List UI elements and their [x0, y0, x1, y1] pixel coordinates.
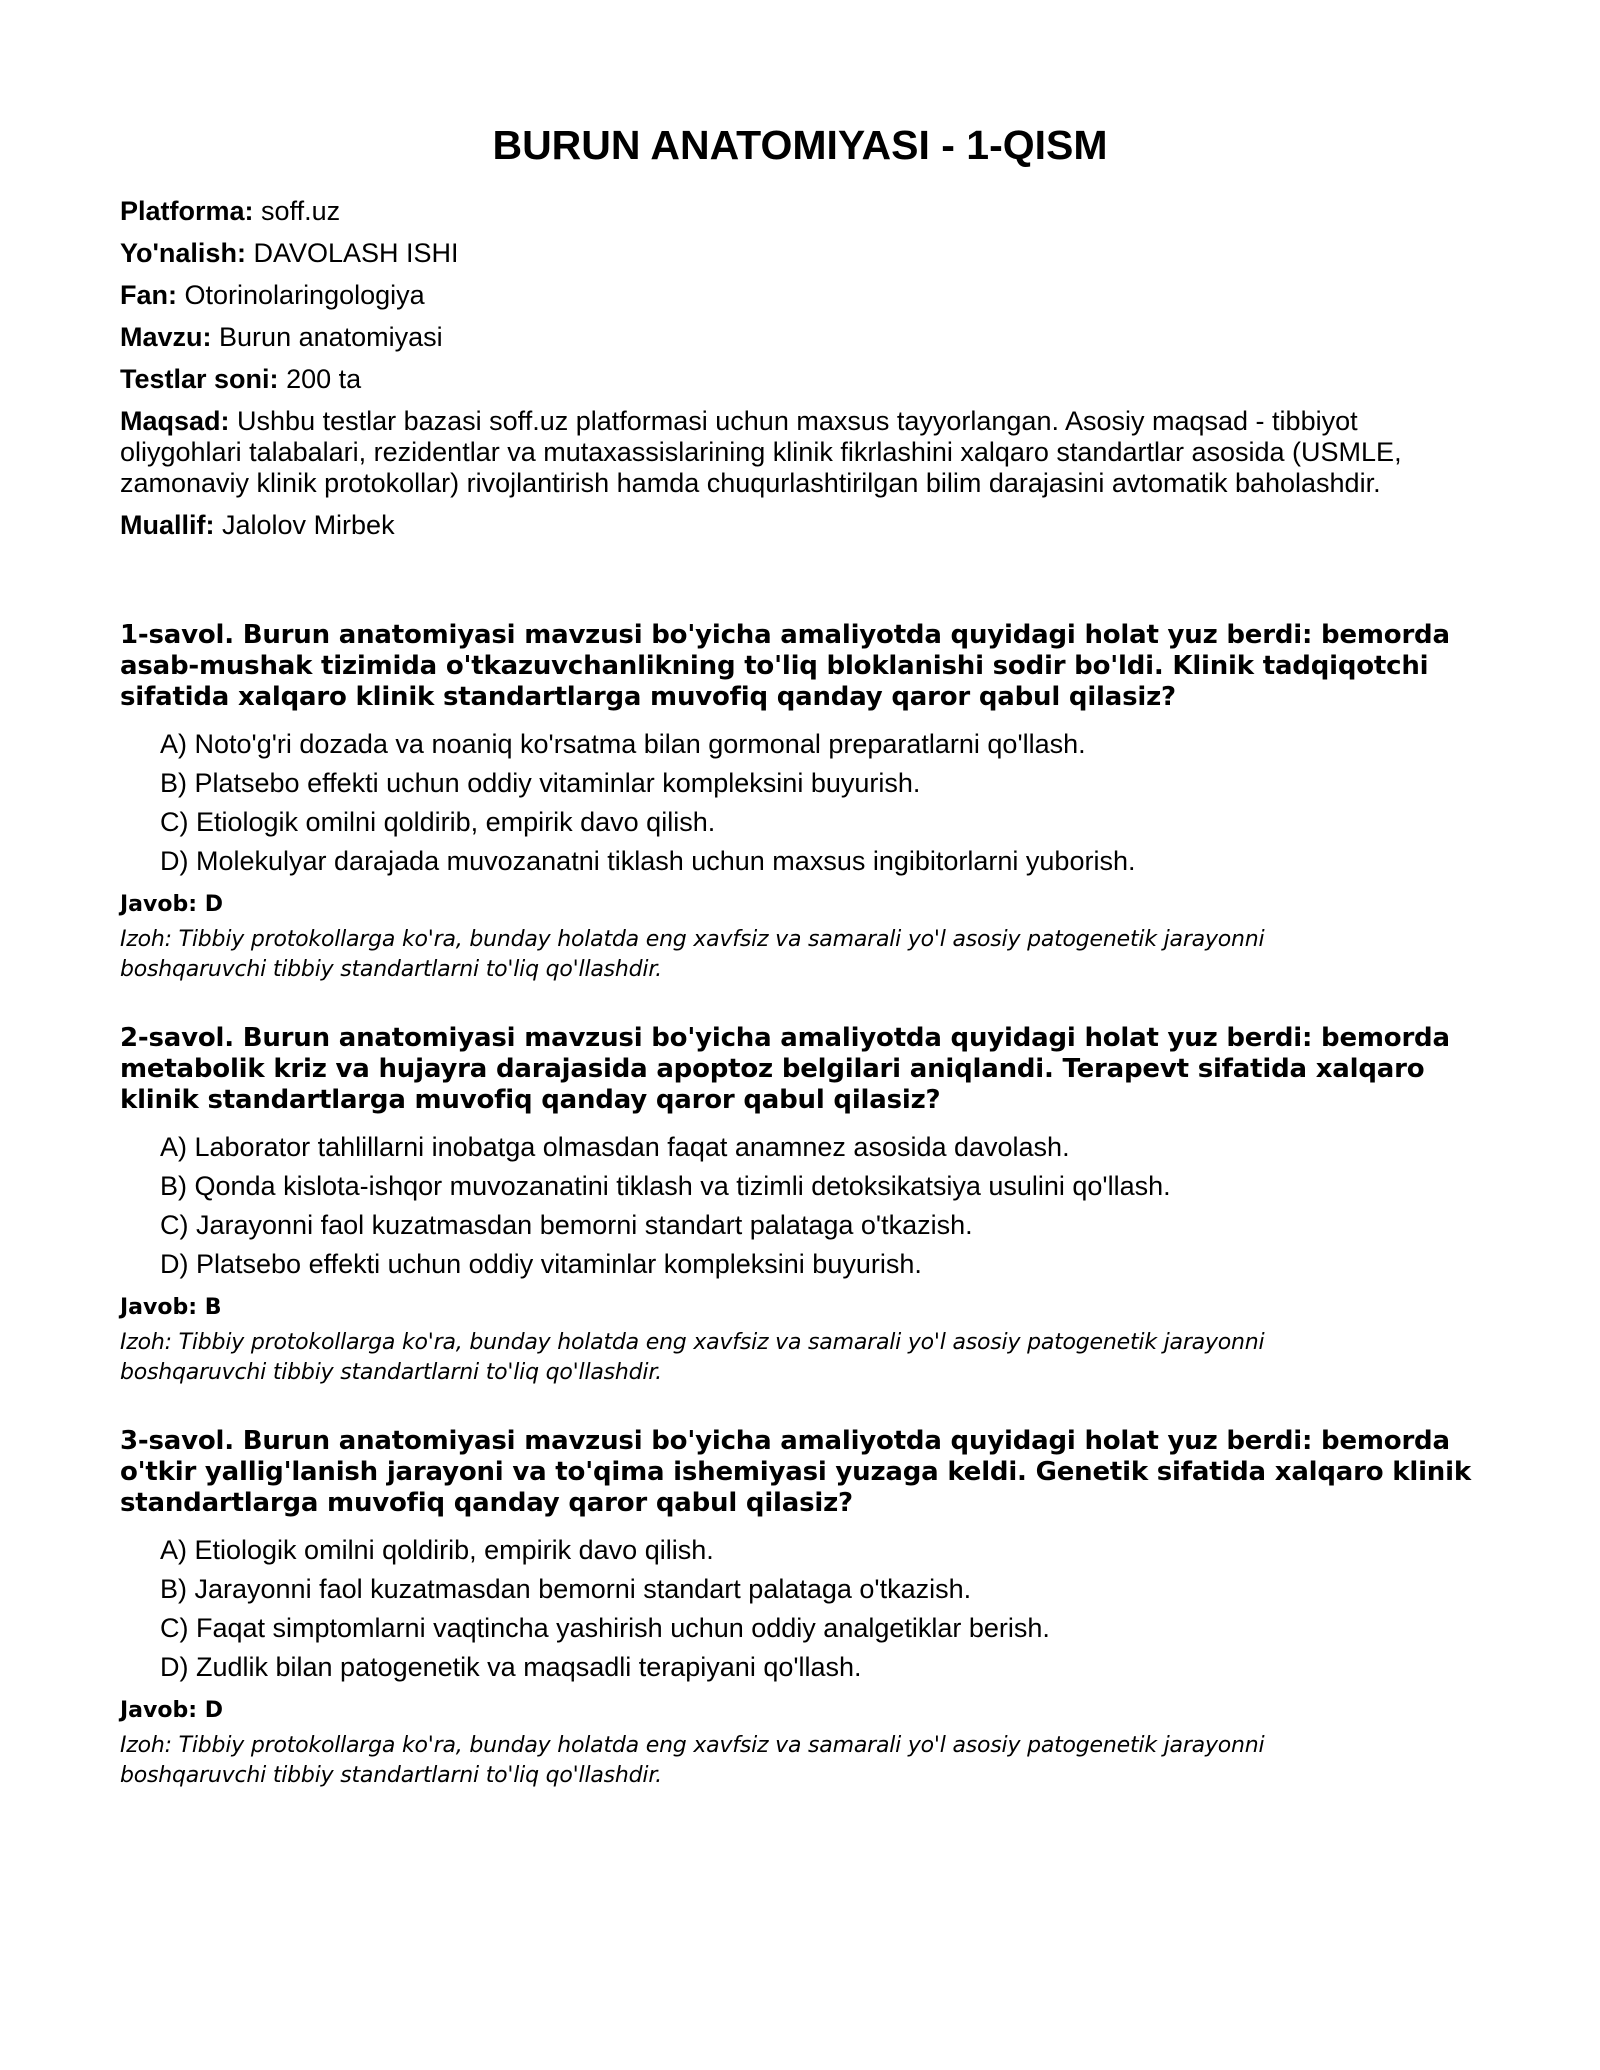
meta-label: Testlar soni: — [120, 364, 279, 394]
explanation-text: Izoh: Tibbiy protokollarga ko'ra, bunday holatda eng xavfsiz va samarali yo'l asosiy patogenetik jarayonni boshqaruvchi tibbiy standartlarni to'liq qo'llashdir. — [120, 1330, 1265, 1385]
answer-option: C) Etiologik omilni qoldirib, empirik davo qilish. — [160, 807, 716, 837]
explanation-text: Izoh: Tibbiy protokollarga ko'ra, bunday holatda eng xavfsiz va samarali yo'l asosiy patogenetik jarayonni boshqaruvchi tibbiy standartlarni to'liq qo'llashdir. — [120, 927, 1265, 982]
question-text: 2-savol. Burun anatomiyasi mavzusi bo'yicha amaliyotda quyidagi holat yuz berdi: bemorda metabolik kriz va hujayra darajasida apoptoz belgilari aniqlandi. Terapevt sifatida xalqaro klinik standartlarga muvofiq qanday qaror qabul qilasiz? — [120, 1023, 1450, 1115]
meta-topic — [120, 322, 1480, 353]
answer-option: B) Qonda kislota-ishqor muvozanatini tiklash va tizimli detoksikatsiya usulini qo'llash. — [160, 1171, 1171, 1201]
question-block — [120, 1023, 1480, 1388]
answer-option: C) Faqat simptomlarni vaqtincha yashirish uchun oddiy analgetiklar berish. — [160, 1613, 1050, 1643]
question-block — [120, 620, 1480, 985]
questions-list — [120, 620, 1480, 1791]
correct-answer: Javob: D — [120, 1698, 223, 1723]
answer-option: D) Platsebo effekti uchun oddiy vitaminlar kompleksini buyurish. — [160, 1249, 922, 1279]
answer-option: A) Noto'g'ri dozada va noaniq ko'rsatma bilan gormonal preparatlarni qo'llash. — [160, 729, 1086, 759]
meta-goal — [120, 406, 1460, 499]
correct-answer: Javob: D — [120, 892, 223, 917]
answer-option: D) Molekulyar darajada muvozanatni tiklash uchun maxsus ingibitorlarni yuborish. — [160, 846, 1136, 876]
answer-option: B) Jarayonni faol kuzatmasdan bemorni standart palataga o'tkazish. — [160, 1574, 972, 1604]
meta-test-count — [120, 364, 1480, 395]
meta-label: Mavzu: — [120, 322, 212, 352]
meta-value: DAVOLASH ISHI — [253, 238, 459, 268]
meta-value: soff.uz — [261, 196, 341, 226]
question-text: 3-savol. Burun anatomiyasi mavzusi bo'yicha amaliyotda quyidagi holat yuz berdi: bemorda o'tkir yallig'lanish jarayoni va to'qima ishemiyasi yuzaga keldi. Genetik sifatida xalqaro klinik standartlarga muvofiq qanday qaror qabul qilasiz? — [120, 1426, 1471, 1518]
document-page — [120, 120, 1480, 1829]
meta-value: Jalolov Mirbek — [222, 510, 395, 540]
meta-subject — [120, 280, 1480, 311]
meta-label: Platforma: — [120, 196, 254, 226]
answer-option: B) Platsebo effekti uchun oddiy vitaminlar kompleksini buyurish. — [160, 768, 921, 798]
meta-author — [120, 510, 1480, 541]
meta-label: Maqsad: — [120, 406, 230, 436]
answer-option: D) Zudlik bilan patogenetik va maqsadli terapiyani qo'llash. — [160, 1652, 862, 1682]
explanation-text: Izoh: Tibbiy protokollarga ko'ra, bunday holatda eng xavfsiz va samarali yo'l asosiy patogenetik jarayonni boshqaruvchi tibbiy standartlarni to'liq qo'llashdir. — [120, 1733, 1265, 1788]
answer-option: A) Etiologik omilni qoldirib, empirik davo qilish. — [160, 1535, 714, 1565]
meta-label: Fan: — [120, 280, 177, 310]
meta-value: Otorinolaringologiya — [184, 280, 425, 310]
meta-label: Muallif: — [120, 510, 215, 540]
document-title: BURUN ANATOMIYASI - 1-QISM — [492, 122, 1108, 168]
answer-option: A) Laborator tahlillarni inobatga olmasdan faqat anamnez asosida davolash. — [160, 1132, 1070, 1162]
meta-platform — [120, 196, 1480, 227]
metadata-section — [120, 196, 1480, 541]
question-text: 1-savol. Burun anatomiyasi mavzusi bo'yicha amaliyotda quyidagi holat yuz berdi: bemorda asab-mushak tizimida o'tkazuvchanlikning to'liq bloklanishi sodir bo'ldi. Klinik tadqiqotchi sifatida xalqaro klinik standartlarga muvofiq qanday qaror qabul qilasiz? — [120, 620, 1450, 712]
meta-value: Ushbu testlar bazasi soff.uz platformasi uchun maxsus tayyorlangan. Asosiy maqsad - tibbiyot oliygohlari talabalari, rezidentlar va mutaxassislarining klinik fikrlashini xalqaro standartlar asosida (USMLE, zamonaviy klinik protokollar) rivojlantirish hamda chuqurlashtirilgan bilim darajasini avtomatik baholashdir. — [120, 406, 1402, 498]
question-block — [120, 1426, 1480, 1791]
meta-label: Yo'nalish: — [120, 238, 246, 268]
answer-option: C) Jarayonni faol kuzatmasdan bemorni standart palataga o'tkazish. — [160, 1210, 973, 1240]
meta-direction — [120, 238, 1480, 269]
meta-value: Burun anatomiyasi — [219, 322, 443, 352]
correct-answer: Javob: B — [120, 1295, 222, 1320]
meta-value: 200 ta — [286, 364, 362, 394]
